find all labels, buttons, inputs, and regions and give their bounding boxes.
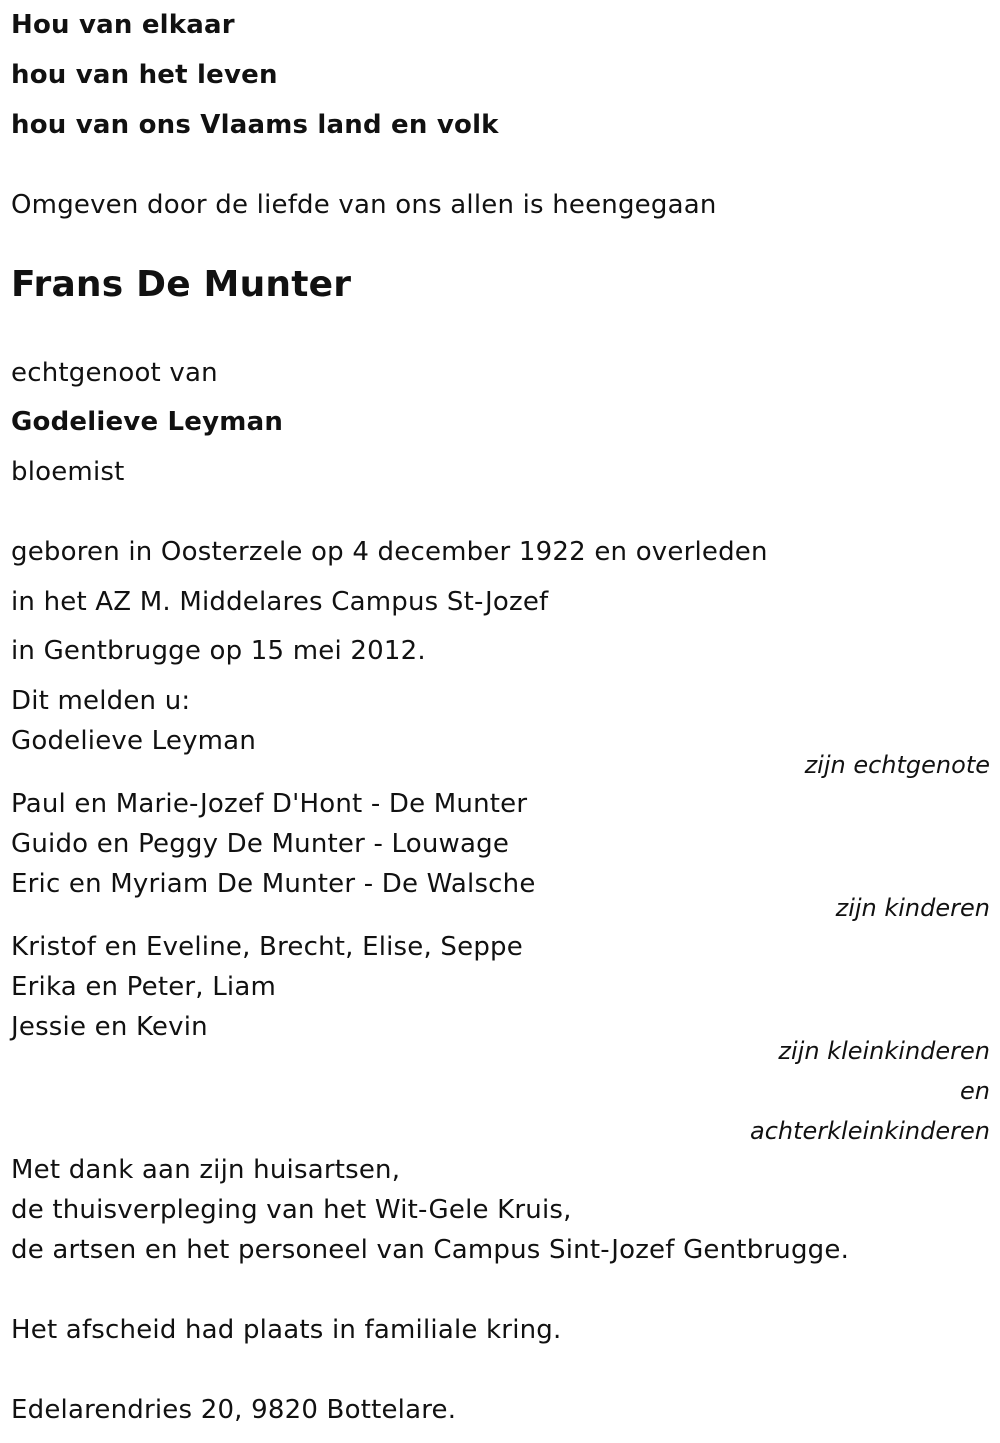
role-and: en	[960, 1077, 990, 1105]
spouse-label: echtgenoot van	[11, 358, 218, 388]
family-spouse-name: Godelieve Leyman	[11, 726, 256, 756]
thanks-line-3: de artsen en het personeel van Campus Sint-Jozef Gentbrugge.	[11, 1235, 850, 1265]
birth-death-line-2: in het AZ M. Middelares Campus St-Jozef	[11, 587, 549, 617]
farewell-text: Het afscheid had plaats in familiale kring.	[11, 1315, 562, 1345]
child-line-3: Eric en Myriam De Munter - De Walsche	[11, 869, 536, 899]
announce-label: Dit melden u:	[11, 686, 191, 716]
address-text: Edelarendries 20, 9820 Bottelare.	[11, 1395, 457, 1425]
child-line-2: Guido en Peggy De Munter - Louwage	[11, 829, 510, 859]
role-children: zijn kinderen	[835, 894, 990, 922]
birth-death-line-1: geboren in Oosterzele op 4 december 1922 en overleden	[11, 537, 768, 567]
spouse-name: Godelieve Leyman	[11, 407, 284, 437]
intro-text: Omgeven door de liefde van ons allen is heengegaan	[11, 190, 717, 220]
role-great-grandchildren: achterkleinkinderen	[750, 1117, 990, 1145]
thanks-line-2: de thuisverpleging van het Wit-Gele Kruis,	[11, 1195, 572, 1225]
thanks-line-1: Met dank aan zijn huisartsen,	[11, 1155, 401, 1185]
grandchild-line-2: Erika en Peter, Liam	[11, 972, 277, 1002]
birth-death-line-3: in Gentbrugge op 15 mei 2012.	[11, 636, 426, 666]
motto-line-2: hou van het leven	[11, 60, 278, 90]
child-line-1: Paul en Marie-Jozef D'Hont - De Munter	[11, 789, 528, 819]
grandchild-line-3: Jessie en Kevin	[11, 1012, 208, 1042]
motto-line-3: hou van ons Vlaams land en volk	[11, 110, 499, 140]
grandchild-line-1: Kristof en Eveline, Brecht, Elise, Seppe	[11, 932, 523, 962]
motto-line-1: Hou van elkaar	[11, 10, 235, 40]
deceased-name: Frans De Munter	[11, 264, 352, 305]
role-grandchildren: zijn kleinkinderen	[778, 1037, 990, 1065]
role-spouse: zijn echtgenote	[804, 751, 990, 779]
profession: bloemist	[11, 457, 125, 487]
